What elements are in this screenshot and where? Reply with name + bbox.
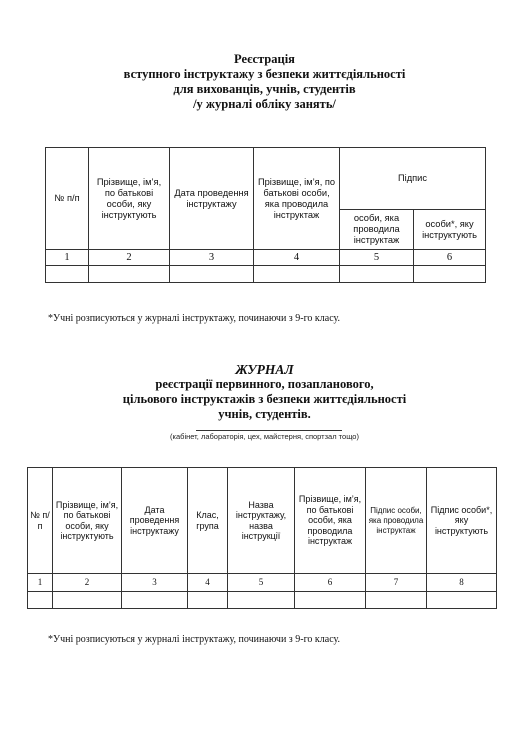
instruction-journal-table: [27, 467, 497, 609]
empty-cell: [170, 266, 254, 283]
column-number: 2: [53, 574, 122, 592]
empty-cell: [228, 592, 295, 609]
induction-register-table: [45, 147, 486, 283]
header-date: Дата проведення інструктажу: [170, 148, 254, 250]
section1-title-line: /у журналі обліку занять/: [193, 97, 336, 111]
footnote: *Учні розписуються у журналі інструктажу, починаючи з 9-го класу.: [48, 634, 341, 645]
section1-title: [0, 52, 529, 112]
header-signature-instructed: особи*, яку інструктують: [414, 210, 486, 250]
header-class-group: Клас, група: [188, 468, 228, 574]
header-signature-instructor: Підпис особи, яка проводила інструктаж: [366, 468, 427, 574]
header-instructor: Прізвище, ім’я, по батькові особи, яка проводила інструктаж: [254, 148, 340, 250]
column-number: 6: [295, 574, 366, 592]
empty-cell: [89, 266, 170, 283]
section1-title-line: Реєстрація: [234, 52, 295, 66]
column-number: 1: [46, 250, 89, 266]
header-num: № п/п: [28, 468, 53, 574]
section2-title-line: цільового інструктажів з безпеки життєдіяльності: [122, 392, 407, 406]
header-instructed-person: Прізвище, ім’я, по батькові особи, яку інструктують: [89, 148, 170, 250]
empty-cell: [254, 266, 340, 283]
empty-cell: [340, 266, 414, 283]
header-signature: Підпис: [340, 148, 486, 210]
empty-cell: [366, 592, 427, 609]
header-num: № п/п: [46, 148, 89, 250]
empty-cell: [122, 592, 188, 609]
section1-title-line: вступного інструктажу з безпеки життєдіяльності: [123, 67, 406, 81]
header-instruction-name: Назва інструктажу, назва інструкції: [228, 468, 295, 574]
footnote: *Учні розписуються у журналі інструктажу, починаючи з 9-го класу.: [48, 313, 341, 324]
header-instructed-person: Прізвище, ім’я, по батькові особи, яку інструктують: [53, 468, 122, 574]
section2-title: [0, 362, 529, 422]
section2-title-line: реєстрації первинного, позапланового,: [155, 377, 374, 391]
table-row: [28, 592, 497, 609]
empty-cell: [53, 592, 122, 609]
location-caption: (кабінет, лабораторія, цех, майстерня, спортзал тощо): [170, 432, 359, 441]
column-number: 7: [366, 574, 427, 592]
section1-title-line: для вихованців, учнів, студентів: [173, 82, 356, 96]
empty-cell: [188, 592, 228, 609]
column-number: 8: [427, 574, 497, 592]
column-number: 4: [188, 574, 228, 592]
column-number: 1: [28, 574, 53, 592]
column-number: 5: [228, 574, 295, 592]
header-signature-instructor: особи, яка проводила інструктаж: [340, 210, 414, 250]
empty-cell: [28, 592, 53, 609]
empty-cell: [427, 592, 497, 609]
column-number: 4: [254, 250, 340, 266]
section2-title-line: ЖУРНАЛ: [235, 362, 294, 377]
section2-title-line: учнів, студентів.: [218, 407, 311, 421]
header-signature-instructed: Підпис особи*, яку інструктують: [427, 468, 497, 574]
column-number: 3: [170, 250, 254, 266]
header-date: Дата проведення інструктажу: [122, 468, 188, 574]
location-blank-line: [196, 430, 342, 431]
column-number: 6: [414, 250, 486, 266]
column-number: 3: [122, 574, 188, 592]
empty-cell: [295, 592, 366, 609]
header-instructor: Прізвище, ім’я, по батькові особи, яка проводила інструктаж: [295, 468, 366, 574]
empty-cell: [414, 266, 486, 283]
column-number: 5: [340, 250, 414, 266]
table-row: [46, 266, 486, 283]
empty-cell: [46, 266, 89, 283]
column-number: 2: [89, 250, 170, 266]
